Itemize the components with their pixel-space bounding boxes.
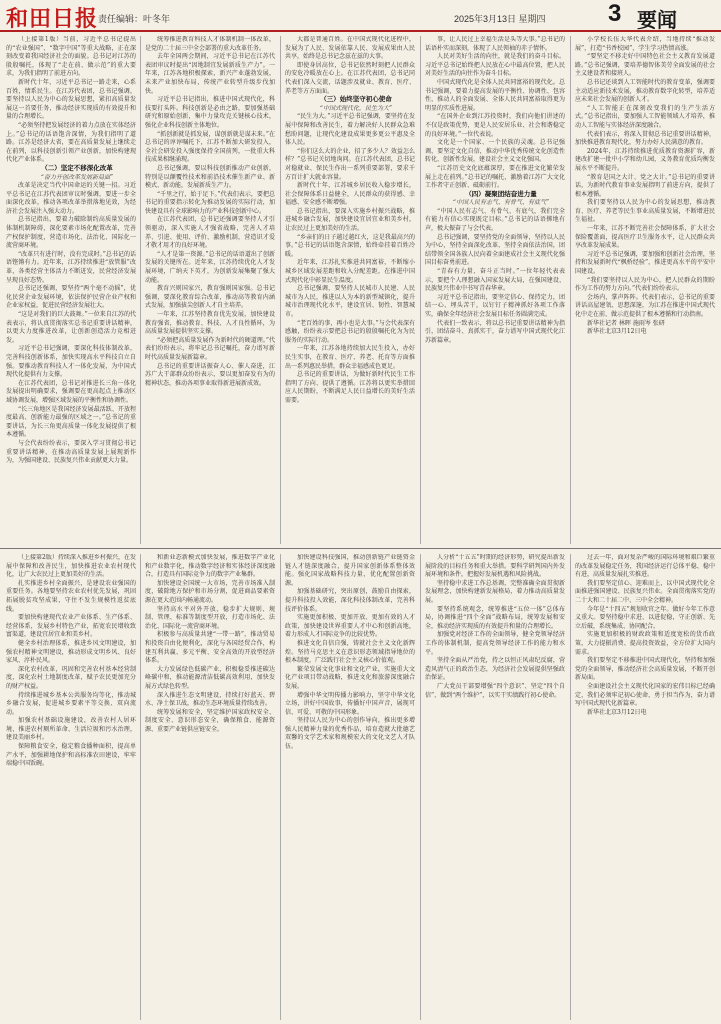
article-paragraph: 加强基础研究，突出原创，鼓励自由探索，提升科技投入效能，深化科技体制改革，完善科技评价体系。 xyxy=(285,588,415,613)
article-paragraph: 繁荣发展文化事业和文化产业，实施重大文化产业项目带动战略，推进文化和旅游深度融合发展。 xyxy=(285,665,415,690)
article-paragraph: 积极参与高质量共建“一带一路”，推动贸易和投资自由化便利化，深化与各国经贸合作，构建互利共赢、多元平衡、安全高效的开放型经济体系。 xyxy=(145,631,275,665)
column-divider xyxy=(420,36,421,544)
article-paragraph: 新华社记者 林晖 施雨岑 张研 xyxy=(587,319,665,327)
article-paragraph: “我们要坚持以人民为中心，把人民群众的期盼作为工作的努力方向。”代表们纷纷表示。 xyxy=(575,276,715,293)
upper-column-1 xyxy=(6,36,136,544)
article-paragraph: 会场内，掌声阵阵。代表们表示，总书记的重要讲话高屋建瓴、思想深邃，为江苏在推进中国式现代化中走在前、做示范提供了根本遵循和行动指南。 xyxy=(575,293,715,318)
article-paragraph: 事，让人民过上幸福生活是头等大事。”总书记的话语朴实而深刻，体现了人民领袖的赤子情怀。 xyxy=(425,36,565,52)
article-paragraph: 总书记指出，要着力破除制约高质量发展的体制机制障碍，深化要素市场化配置改革，完善产权保护制度，营造市场化、法治化、国际化一流营商环境。 xyxy=(6,216,136,250)
article-paragraph: “要坚定不移走好中国特色社会主义教育发展道路。”总书记强调，要培养德智体美劳全面发展的社会主义建设者和接班人。 xyxy=(575,53,715,78)
article-paragraph: 要坚持系统观念，统筹推进“五位一体”总体布局，协调推进“四个全面”战略布局，统筹发展和安全，推动经济实现质的有效提升和量的合理增长。 xyxy=(425,605,565,630)
article-paragraph: “教育是国之大计、党之大计。”总书记的重要讲话，为新时代教育事业发展指明了前进方向，提供了根本遵循。 xyxy=(575,173,715,198)
column-divider xyxy=(420,554,421,1020)
article-paragraph: 总书记强调，要以科技创新推动产业创新，特别是以颠覆性技术和前沿技术催生新产业、新模式、新动能，发展新质生产力。 xyxy=(145,164,275,190)
subheading: （四）凝聚团结奋进力量 xyxy=(465,190,537,198)
upper-column-2 xyxy=(145,36,275,544)
article-paragraph: 在江苏代表团，总书记对推进长三角一体化发展提出明确要求，强调要在更高起点上推动区域协调发展，增强区域发展的平衡性和协调性。 xyxy=(6,379,136,404)
article-paragraph: 加快建设全国统一大市场，完善市场准入制度，破除地方保护和市场分割，促进商品要素资源在更大范围内畅通流动。 xyxy=(145,579,275,604)
article-paragraph: 代表们表示，将深入贯彻总书记重要讲话精神，加快推进教育现代化，努力办好人民满意的教育。 xyxy=(575,130,715,147)
article-paragraph: （上接第2版）持续深入推进乡村振兴，在发展中保障和改善民生，加快推进农业农村现代化，让广大农民过上更加美好的生活。 xyxy=(6,554,136,579)
lower-column-1 xyxy=(6,554,136,1020)
column-divider xyxy=(280,554,281,1020)
article-paragraph: “青春有力量、奋斗正当时。”一位年轻代表表示，要把个人理想融入国家发展大局，在强国建设、民族复兴伟业中书写青春华章。 xyxy=(425,268,565,293)
subheading: （三）始终坚守初心使命 xyxy=(320,96,392,104)
subheading-quote: “中国人民有志气、有骨气、有底气” xyxy=(452,199,550,207)
column-divider xyxy=(570,554,571,1020)
article-paragraph: 一年来，江苏不断完善社会保障体系，扩大社会保险覆盖面，提高医疗卫生服务水平，让人民群众共享改革发展成果。 xyxy=(575,225,715,250)
article-paragraph: 我们要坚定信心、迎难而上，以中国式现代化全面推进强国建设、民族复兴伟业。全面贯彻落实党的二十大和二十届二中、三中全会精神。 xyxy=(575,579,715,604)
lower-column-2 xyxy=(145,554,275,1020)
article-paragraph: 新华社北京3月12日电 xyxy=(587,328,647,336)
article-paragraph: “这是对我们的巨大鼓舞。”一位来自江苏的代表表示，将认真贯彻落实总书记重要讲话精神，以更大力度推进改革，让创新创造活力竞相迸发。 xyxy=(6,311,136,344)
column-divider xyxy=(570,36,571,544)
article-paragraph: 深入推进生态文明建设，持续打好蓝天、碧水、净土保卫战，推动生态环境质量持续改善。 xyxy=(145,691,275,708)
column-divider xyxy=(280,36,281,544)
article-paragraph: 坚持高水平对外开放，稳步扩大规则、规制、管理、标准等制度型开放，打造市场化、法治化、国际化一流营商环境。 xyxy=(145,605,275,630)
article-paragraph: 统筹发展和安全，坚定维护国家政权安全、制度安全、意识形态安全，确保粮食、能源资源、重要产业链供应链安全。 xyxy=(145,708,275,733)
article-paragraph: “乡亲们的日子越过越红火，这是我最高兴的事。”总书记的话语饱含深情，始终牵挂着百姓冷暖。 xyxy=(285,233,415,258)
article-paragraph: 新华社北京3月12日电 xyxy=(587,708,647,716)
article-paragraph: 统筹推进教育科技人才体制机制一体改革，是党的二十届三中全会部署的重大改革任务。 xyxy=(145,36,275,52)
article-paragraph: 加强党对经济工作的全面领导，健全党领导经济工作的体制机制，提高党领导经济工作的能力和水平。 xyxy=(425,631,565,656)
article-paragraph: 加快建设科技强国，推动创新链产业链资金链人才链深度融合，提升国家创新体系整体效能。强化国家战略科技力量，优化配置创新资源。 xyxy=(285,554,415,587)
issue-date: 2025年3月13日 星期四 xyxy=(454,14,546,24)
article-paragraph: 和新业态新模式加快发展，推进数字产业化和产业数字化，推动数字经济和实体经济深度融合，打造具有国际竞争力的数字产业集群。 xyxy=(145,554,275,579)
article-paragraph: 健全乡村治理体系，推进乡风文明建设，加强农村精神文明建设，推动形成文明乡风、良好家风、淳朴民风。 xyxy=(6,639,136,665)
article-paragraph: 今年是“十四五”规划收官之年。做好今年工作意义重大。要坚持稳中求进、以进促稳，守正创新、先立后破，系统集成、协同配合。 xyxy=(575,605,715,630)
article-paragraph: 2024年，江苏持续推进优质教育资源扩容，新建改扩建一批中小学和幼儿园，义务教育优质均衡发展水平不断提升。 xyxy=(575,147,715,172)
article-paragraph: 习近平总书记指出，推进中国式现代化，科技要打头阵。科技创新是必由之路，要加强基础研究和原始创新，集中力量攻克关键核心技术，强化企业科技创新主体地位。 xyxy=(145,96,275,129)
column-divider xyxy=(140,36,141,544)
article-paragraph: 新时代十年，习近平总书记一路走来，心系百姓，情系民生。在江苏代表团，总书记强调，要坚持以人民为中心的发展思想，紧扣高质量发展这一首要任务，推动经济实现质的有效提升和量的合理增长。 xyxy=(6,78,136,121)
article-paragraph: （上接第1版）当前，习近平总书记提出的“农业强国”、“数字中国”等重大战略，正在深刻改变着我国经济社会的面貌。总书记对江苏的殷殷嘱托，体现了“走在前、做示范”的重大要求，为我们指明了前进方向。 xyxy=(6,36,136,78)
article-paragraph: “改革只有进行时，没有完成时。”总书记的话语铿锵有力。近年来，江苏持续推进“放管服”改革，各类经营主体活力不断迸发，民营经济发展呈现良好态势。 xyxy=(6,250,136,284)
article-paragraph: 在江苏代表团，总书记还强调要坚持人才引领驱动，深入实施人才强省战略，完善人才培养、引进、使用、评价、激励机制，营造识才爱才敬才用才的良好环境。 xyxy=(145,216,275,250)
article-paragraph: “抓创新就是抓发展，谋创新就是谋未来。”在总书记的谆谆嘱托下，江苏不断加大研发投入，全社会研发投入强度保持全国前列，一批重大科技成果相继涌现。 xyxy=(145,130,275,164)
editor-credit: 责任编辑：叶冬年 xyxy=(98,14,171,24)
article-paragraph: 去年全国两会期间，习近平总书记在江苏代表团审议时提出“因地制宜发展新质生产力”。一年来，江苏各地积极探索，新兴产业蓬勃发展，未来产业加快布局，传统产业转型升级步伐加快。 xyxy=(145,53,275,95)
article-paragraph: 我们要坚定不移推进中国式现代化，坚持和加强党的全面领导，推动经济社会高质量发展，不断开创新局面。 xyxy=(575,657,715,682)
upper-column-3 xyxy=(285,36,415,544)
article-paragraph: “在国外企业到江苏投资时，我们向他们讲述的不仅是政策优势，更是人民安居乐业、社会和谐稳定的良好环境。”一位代表说。 xyxy=(425,113,565,138)
article-paragraph: 习近平总书记指出，要坚定信心、保持定力，团结一心、埋头苦干，以钉钉子精神抓好各项工作落实，确保全年经济社会发展目标任务圆满完成。 xyxy=(425,293,565,318)
article-paragraph: 广大党员干部要增强“四个意识”、坚定“四个自信”、做到“两个维护”，以实干实绩践行初心使命。 xyxy=(425,682,565,699)
upper-column-5 xyxy=(575,36,715,544)
subheading-quote: “奋力开创改革发展新局面” xyxy=(40,173,114,181)
article-paragraph: 保障粮食安全，稳定粮食播种面积，提高单产水平，加强耕地保护和高标准农田建设，牢牢端稳中国饭碗。 xyxy=(6,743,136,768)
article-paragraph: 坚持全面从严治党，持之以恒正风肃纪反腐，营造风清气正的政治生态，为经济社会发展提供坚强政治保证。 xyxy=(425,657,565,682)
article-paragraph: 加强农村基础设施建设，改善农村人居环境，推进农村厕所革命、生活垃圾和污水治理，建设美丽乡村。 xyxy=(6,717,136,742)
page-number: 3 xyxy=(608,0,622,27)
article-paragraph: 总书记指出，要深入实施乡村振兴战略，推进城乡融合发展，加快建设宜居宜业和美乡村，让农民过上更加美好的生活。 xyxy=(285,207,415,233)
article-paragraph: 持续推进城乡基本公共服务均等化，推动城乡融合发展，促进城乡要素平等交换、双向流动。 xyxy=(6,691,136,716)
article-paragraph: “人才是第一资源。”总书记的话语道出了创新发展的关键所在。近年来，江苏持续优化人才发展环境，广纳天下英才，为创新发展集聚了强大动能。 xyxy=(145,250,275,284)
article-paragraph: 即使身居高位，总书记依然时刻把人民群众的安危冷暖放在心上。在江苏代表团，总书记同代表们深入交流，话题涉及就业、教育、医疗、养老等方方面面。 xyxy=(285,61,415,95)
article-paragraph: 大都是普通百姓。在中国式现代化进程中，发展为了人民、发展依靠人民、发展成果由人民共享，始终是总书记念兹在兹的大事。 xyxy=(285,36,415,61)
masthead xyxy=(0,0,721,32)
article-paragraph: 扎实推进乡村全面振兴，是建设农业强国的重要任务。各地要坚持农业农村优先发展，巩固拓展脱贫攻坚成果，守住不发生规模性返贫底线。 xyxy=(6,579,136,613)
article-paragraph: “你们这么大的企业，招了多少人？效益怎么样？”总书记关切地询问。在江苏代表团，总书记对稳就业、保民生作出一系列重要部署，要求千方百计扩大就业容量。 xyxy=(285,147,415,181)
article-paragraph: 我们要坚持以人民为中心的发展思想，推动教育、医疗、养老等民生事业高质量发展，不断增进民生福祉。 xyxy=(575,199,715,224)
article-paragraph: 教育兴则国家兴，教育强则国家强。总书记强调，要深化教育综合改革，推动高等教育内涵式发展，加强拔尖创新人才自主培养。 xyxy=(145,285,275,310)
article-paragraph: 总书记还谈到人工智能时代的教育变革，强调要主动适应新技术发展，推动教育数字化转型，培养适应未来社会发展的创新人才。 xyxy=(575,78,715,104)
article-paragraph: 小学校长伍大华代表介绍，当地持续“推动发展”，打造“书香校园”，学生学习热情高涨。 xyxy=(575,36,715,52)
article-paragraph: “老百姓的事，再小也是大事。”与会代表深有感触，纷纷表示要把总书记的殷殷嘱托化为为民服务的实际行动。 xyxy=(285,319,415,344)
article-paragraph: “人工智能正在深刻改变我们的生产生活方式。”总书记指出，要加强人工智能领域人才培养，推动人工智能与实体经济深度融合。 xyxy=(575,104,715,129)
article-paragraph: 总书记还强调，要坚持“两个毫不动摇”，优化民营企业发展环境，依法保护民营企业产权和企业家权益，促进民营经济发展壮大。 xyxy=(6,285,136,310)
upper-column-4 xyxy=(425,36,565,544)
article-paragraph: 一年来，江苏各地持续加大民生投入，办好民生实事，在教育、医疗、养老、托育等方面推出一系列惠民举措，群众幸福感成色更足。 xyxy=(285,345,415,370)
article-paragraph: 改革是决定当代中国命运的关键一招。习近平总书记在江苏代表团审议时强调，要进一步全面深化改革，推动各项改革举措落地见效，为经济社会发展注入强大动力。 xyxy=(6,182,136,215)
subheading-quote: “中国式现代化，民生为大” xyxy=(319,104,393,112)
article-paragraph: “千里之行，始于足下。”代表们表示，要把总书记的重要指示转化为推动发展的实际行动，加快建设具有全球影响力的产业科技创新中心。 xyxy=(145,190,275,215)
article-paragraph: 与会代表纷纷表示，要深入学习贯彻总书记重要讲话精神，在推动高质量发展上展现新作为，为强国建设、民族复兴伟业贡献更大力量。 xyxy=(6,439,136,465)
article-paragraph: 文化是一个国家、一个民族的灵魂。总书记强调，要坚定文化自信，推动中华优秀传统文化创造性转化、创新性发展，建设社会主义文化强国。 xyxy=(425,139,565,164)
article-paragraph: 推进文化自信自强，铸就社会主义文化新辉煌。坚持马克思主义在意识形态领域指导地位的根本制度，广泛践行社会主义核心价值观。 xyxy=(285,639,415,665)
article-paragraph: 总书记强调，要坚持党的全面领导，坚持以人民为中心，坚持全面深化改革，坚持全面依法治国，团结带领全国各族人民向着全面建成社会主义现代化强国目标奋勇前进。 xyxy=(425,233,565,267)
article-paragraph: 中国式现代化是全体人民共同富裕的现代化。总书记强调，要着力提高发展的平衡性、协调性、包容性，推动人的全面发展、全体人民共同富裕取得更为明显的实质性进展。 xyxy=(425,78,565,112)
article-paragraph: 全面建设社会主义现代化国家的宏伟目标已经确定，我们必须牢记初心使命，勇于担当作为，奋力谱写中国式现代化新篇章。 xyxy=(575,682,715,708)
column-divider xyxy=(140,554,141,1020)
article-paragraph: “必须把高质量发展作为新时代的硬道理。”代表们纷纷表示，将牢记总书记嘱托，奋力谱写新时代高质量发展新篇章。 xyxy=(145,336,275,361)
article-paragraph: “中国人民有志气、有骨气、有底气，我们完全有能力有信心实现既定目标。”总书记的话语掷地有声，极大振奋了与会代表。 xyxy=(425,207,565,233)
article-paragraph: 总书记的重要讲话，为做好新时代民生工作指明了方向、提供了遵循。江苏将以更实举措回应人民期盼，不断满足人民日益增长的美好生活需要。 xyxy=(285,371,415,404)
story-divider xyxy=(0,548,721,549)
article-paragraph: 新时代十年，江苏城乡居民收入稳步增长，社会保障体系日益健全，人民群众的获得感、幸福感、安全感不断增强。 xyxy=(285,182,415,207)
article-paragraph: “民生为大。”习近平总书记强调，要坚持在发展中保障和改善民生，着力解决好人民群众急难愁盼问题，让现代化建设成果更多更公平惠及全体人民。 xyxy=(285,113,415,147)
article-paragraph: 习近平总书记强调，要深化科技体制改革，完善科技创新体系，加快实现高水平科技自立自强。要推动教育科技人才一体化发展，为中国式现代化提供有力支撑。 xyxy=(6,345,136,379)
article-paragraph: 增强中华文明传播力影响力，坚守中华文化立场，讲好中国故事，传播好中国声音，展现可信、可爱、可敬的中国形象。 xyxy=(285,691,415,716)
section-title: 要闻 xyxy=(637,8,677,32)
article-paragraph: 过去一年，面对复杂严峻的国际环境和艰巨繁重的改革发展稳定任务，我国经济运行总体平稳、稳中有进，高质量发展扎实推进。 xyxy=(575,554,715,579)
article-paragraph: “必须坚持把发展经济的着力点放在实体经济上。”总书记的话语饱含深情，为我们指明了道路。江苏是经济大省，要在高质量发展上继续走在前列，以科技创新引领产业创新，加快构建现代化产业体系。 xyxy=(6,121,136,164)
article-paragraph: 大力发展绿色低碳产业，积极稳妥推进碳达峰碳中和，推动能源清洁低碳高效利用，加快发展方式绿色转型。 xyxy=(145,665,275,690)
subheading: （二）坚定不移深化改革 xyxy=(41,164,113,172)
article-paragraph: 总书记强调，要坚持人民城市人民建、人民城市为人民，推进以人为本的新型城镇化，提升城市治理现代化水平，建设宜居、韧性、智慧城市。 xyxy=(285,285,415,318)
lower-column-5 xyxy=(575,554,715,1020)
article-paragraph: 人民对美好生活的向往，就是我们的奋斗目标。习近平总书记始终把人民放在心中最高位置，把人民对美好生活的向往作为奋斗目标。 xyxy=(425,53,565,78)
article-paragraph: 深化农村改革，巩固和完善农村基本经营制度，深化农村土地制度改革，赋予农民更加充分的财产权益。 xyxy=(6,665,136,690)
lower-column-4 xyxy=(425,554,565,1020)
article-paragraph: 人分析“十五五”时期的经济形势，研究提出新发展阶段的目标任务和重大举措。要科学研判国内外发展环境和条件，把握好发展机遇和风险挑战。 xyxy=(425,554,565,579)
article-paragraph: 要加快构建现代农业产业体系、生产体系、经营体系，发展乡村特色产业，拓宽农民增收致富渠道，建设宜居宜业和美乡村。 xyxy=(6,614,136,639)
article-paragraph: 实施更加积极、更加开放、更加有效的人才政策，加快建设世界重要人才中心和创新高地，着力形成人才国际竞争的比较优势。 xyxy=(285,614,415,639)
article-paragraph: 总书记的重要讲话振奋人心、催人奋进，江苏广大干部群众纷纷表示，要以更加奋发有为的精神状态，推动各项事业取得新进展新成效。 xyxy=(145,362,275,387)
article-paragraph: “江苏历史文化底蕴深厚，要在推进文化繁荣发展上走在前列。”总书记的嘱托，激励着江苏广大文化工作者守正创新、砥砺前行。 xyxy=(425,164,565,190)
article-paragraph: 一年来，江苏坚持教育优先发展，加快建设教育强省，推动教育、科技、人才良性循环，为高质量发展提供坚实支撑。 xyxy=(145,311,275,336)
article-paragraph: 习近平总书记强调，要加强和创新社会治理，坚持和发展新时代“枫桥经验”，推进更高水平的平安中国建设。 xyxy=(575,250,715,276)
article-paragraph: 坚持稳中求进工作总基调，完整准确全面贯彻新发展理念，加快构建新发展格局，着力推动高质量发展。 xyxy=(425,579,565,604)
newspaper-logo: 和田日报 xyxy=(6,6,99,32)
lower-column-3 xyxy=(285,554,415,1020)
article-paragraph: 近年来，江苏扎实推进共同富裕，不断缩小城乡区域发展差距和收入分配差距，在推进中国式现代化中彰显民生温度。 xyxy=(285,259,415,284)
article-paragraph: 实施更加积极的财政政策和适度宽松的货币政策，大力提振消费、提高投资效益，全方位扩大国内需求。 xyxy=(575,631,715,656)
article-paragraph: “长三角地区是我国经济发展最活跃、开放程度最高、创新能力最强的区域之一。”总书记的重要讲话，为长三角更高质量一体化发展提供了根本遵循。 xyxy=(6,405,136,439)
article-paragraph: 代表们一致表示，将以总书记重要讲话精神为指引，团结奋斗、真抓实干，奋力谱写中国式现代化江苏新篇章。 xyxy=(425,319,565,344)
article-paragraph: 坚持以人民为中心的创作导向，推出更多增强人民精神力量的优秀作品，培育造就大批德艺双馨的文学艺术家和规模宏大的文化文艺人才队伍。 xyxy=(285,717,415,751)
